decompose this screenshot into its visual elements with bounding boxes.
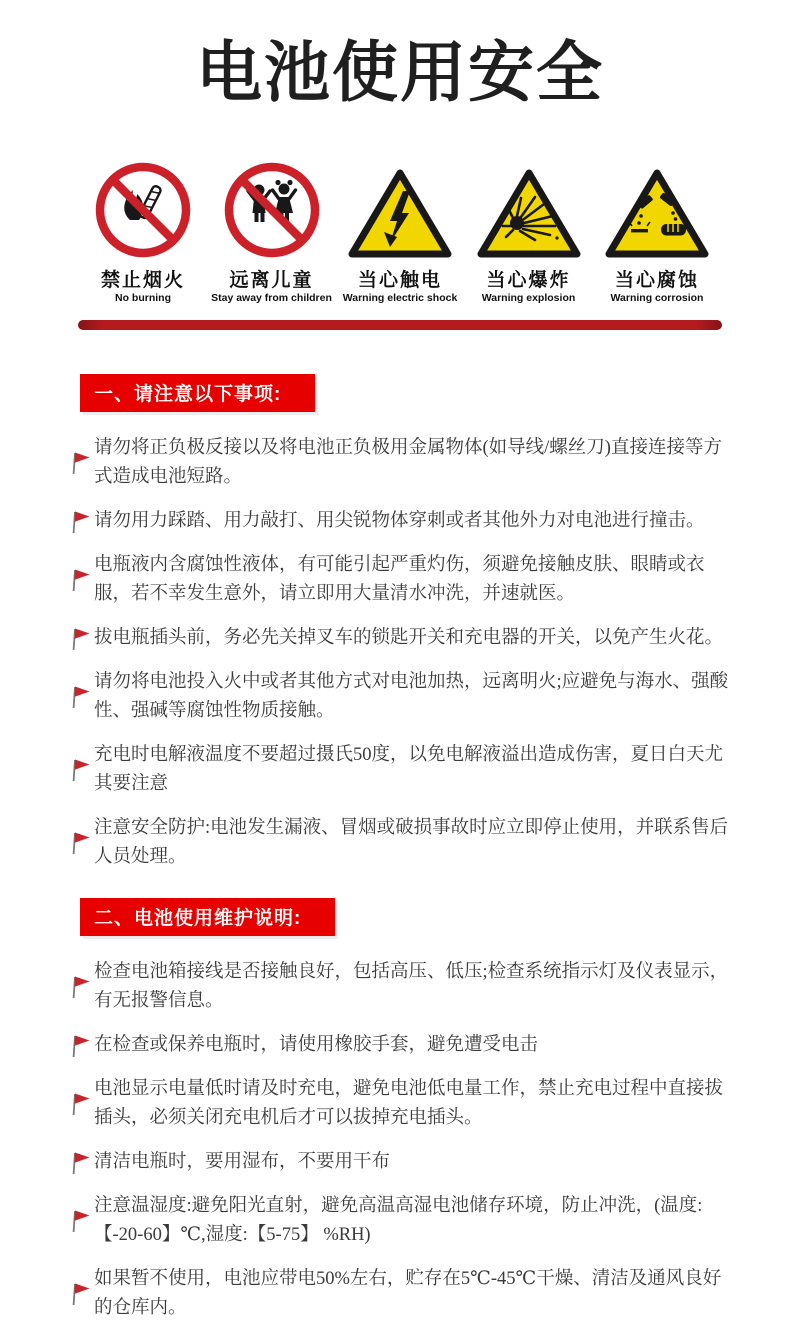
bullet-item [70, 1148, 730, 1177]
flag-icon [70, 1281, 94, 1307]
bullet-text: 请勿用力踩踏、用力敲打、用尖锐物体穿刺或者其他外力对电池进行撞击。 [94, 511, 705, 532]
bullet-text: 检查电池箱接线是否接触良好，包括高压、低压;检查系统指示灯及仪表显示，有无报警信息。 [94, 962, 729, 1012]
warning-label-en: No burning [115, 292, 171, 305]
bullet-text: 充电时电解液温度不要超过摄氏50度，以免电解液溢出造成伤害，夏日白天尤其要注意 [94, 745, 724, 795]
bullet-text: 请勿将正负极反接以及将电池正负极用金属物体(如导线/螺丝刀)直接连接等方式造成电池短路。 [94, 438, 722, 488]
bullet-item [70, 814, 730, 872]
bullet-text: 如果暂不使用，电池应带电50%左右，贮存在5℃-45℃干燥、清洁及通风良好的仓库内。 [94, 1269, 722, 1319]
electric-shock-icon [348, 166, 452, 260]
warning-label-zh: 远离儿童 [229, 270, 314, 292]
warning-label-zh: 当心触电 [357, 270, 442, 292]
bullet-item [70, 434, 730, 492]
warning-item-no-burning [84, 160, 202, 304]
flag-icon [70, 567, 94, 593]
battery-safety-poster [0, 26, 800, 1326]
red-divider-bar [78, 320, 722, 330]
bullet-item [70, 668, 730, 726]
bullet-text: 请勿将电池投入火中或者其他方式对电池加热，远离明火;应避免与海水、强酸性、强碱等腐蚀性物质接触。 [94, 672, 729, 722]
flag-icon [70, 450, 94, 476]
bullet-text: 在检查或保养电瓶时，请使用橡胶手套，避免遭受电击 [94, 1035, 539, 1056]
no-burning-icon [93, 160, 193, 260]
warning-label-en: Warning electric shock [342, 292, 458, 305]
flag-icon [70, 509, 94, 535]
bullet-item [70, 741, 730, 799]
warning-item-electric-shock [341, 166, 459, 304]
page-title: 电池使用安全 [196, 35, 604, 109]
warning-item-explosion [470, 166, 588, 304]
bullet-item [70, 958, 730, 1016]
section-2-heading: 二、电池使用维护说明: [80, 898, 335, 936]
flag-icon [70, 1150, 94, 1176]
flag-icon [70, 1208, 94, 1234]
flag-icon [70, 684, 94, 710]
flag-icon [70, 626, 94, 652]
flag-icon [70, 1091, 94, 1117]
bullet-item [70, 1192, 730, 1250]
bullet-item [70, 1031, 730, 1060]
section-1-heading: 一、请注意以下事项: [80, 374, 315, 412]
warning-item-corrosion [598, 166, 716, 304]
bullet-text: 拔电瓶插头前，务必先关掉叉车的锁匙开关和充电器的开关，以免产生火花。 [94, 628, 724, 649]
warning-label-en: Warning explosion [481, 292, 576, 305]
explosion-icon [477, 166, 581, 260]
bullet-text: 电池显示电量低时请及时充电，避免电池低电量工作，禁止充电过程中直接拔插头，必须关闭充电机后才可以拔掉充电插头。 [94, 1079, 724, 1129]
warning-label-en: Stay away from children [211, 292, 332, 305]
bullet-item [70, 1265, 730, 1323]
warning-item-keep-away-children [213, 160, 331, 304]
keep-away-children-icon [222, 160, 322, 260]
flag-icon [70, 1033, 94, 1059]
bullet-text: 注意温湿度:避免阳光直射，避免高温高湿电池储存环境，防止冲洗，(温度:【-20-60】℃,湿度:【5-75】 %RH) [94, 1196, 703, 1246]
bullet-item [70, 551, 730, 609]
bullet-item [70, 624, 730, 653]
warning-label-zh: 禁止烟火 [100, 270, 185, 292]
bullet-text: 电瓶液内含腐蚀性液体，有可能引起严重灼伤，须避免接触皮肤、眼睛或衣服，若不幸发生意外，请立即用大量清水冲洗，并速就医。 [94, 555, 705, 605]
bullet-text: 注意安全防护:电池发生漏液、冒烟或破损事故时应立即停止使用，并联系售后人员处理。 [94, 818, 729, 868]
warning-label-zh: 当心腐蚀 [614, 270, 699, 292]
bullet-item [70, 1075, 730, 1133]
corrosion-icon [605, 166, 709, 260]
flag-icon [70, 830, 94, 856]
section-maintenance [0, 898, 800, 1323]
flag-icon [70, 974, 94, 1000]
bullet-item [70, 507, 730, 536]
bullet-text: 清洁电瓶时，要用湿布，不要用干布 [94, 1152, 391, 1173]
warning-label-en: Warning corrosion [610, 292, 704, 305]
flag-icon [70, 757, 94, 783]
warning-label-zh: 当心爆炸 [486, 270, 571, 292]
warning-icons-row [84, 160, 716, 304]
section-precautions [0, 374, 800, 872]
